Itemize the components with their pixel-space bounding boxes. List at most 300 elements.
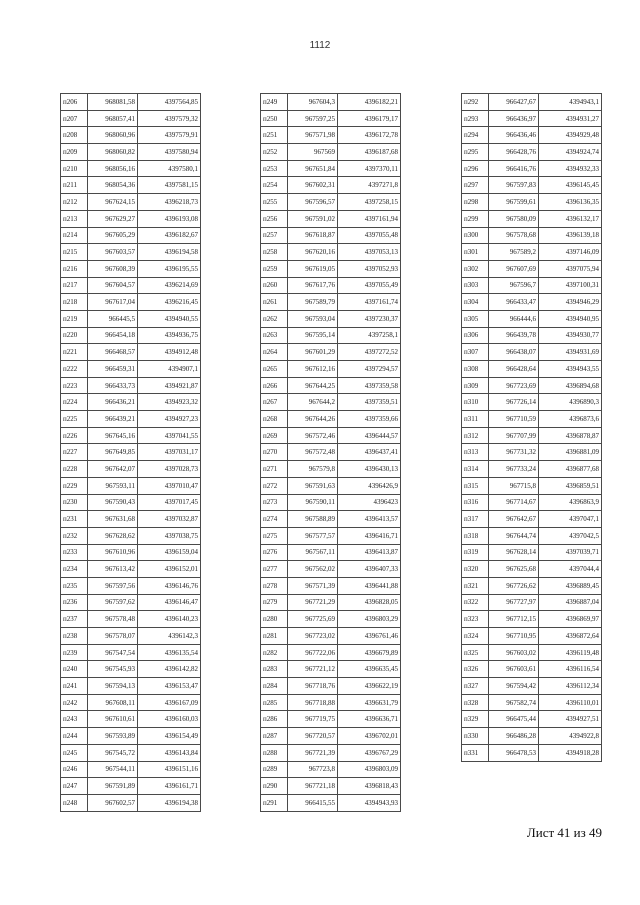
x-coordinate-cell: 967644,74 — [489, 527, 539, 544]
coordinates-table-1 — [60, 93, 201, 812]
table-row — [261, 310, 401, 327]
point-id-cell: п317 — [462, 511, 489, 528]
point-id-cell: п280 — [261, 611, 288, 628]
table-row — [462, 494, 602, 511]
y-coordinate-cell: 4394918,28 — [539, 744, 602, 761]
point-id-cell: п234 — [61, 561, 88, 578]
x-coordinate-cell: 967726,62 — [489, 577, 539, 594]
x-coordinate-cell: 967651,84 — [288, 160, 338, 177]
point-id-cell: п293 — [462, 110, 489, 127]
y-coordinate-cell: 4396182,67 — [138, 227, 201, 244]
x-coordinate-cell: 967577,57 — [288, 527, 338, 544]
table-row — [61, 194, 201, 211]
x-coordinate-cell: 967593,11 — [88, 477, 138, 494]
point-id-cell: п309 — [462, 377, 489, 394]
point-id-cell: п243 — [61, 711, 88, 728]
page-number: 1112 — [309, 40, 331, 51]
table-row — [462, 628, 602, 645]
x-coordinate-cell: 966444,6 — [489, 310, 539, 327]
x-coordinate-cell: 968081,58 — [88, 94, 138, 111]
x-coordinate-cell: 967597,62 — [88, 594, 138, 611]
table-row — [462, 527, 602, 544]
point-id-cell: п288 — [261, 744, 288, 761]
x-coordinate-cell: 968054,36 — [88, 177, 138, 194]
table-row — [261, 694, 401, 711]
x-coordinate-cell: 967733,24 — [489, 461, 539, 478]
coordinates-table-3 — [461, 93, 602, 762]
table-row — [261, 577, 401, 594]
y-coordinate-cell: 4396887,04 — [539, 594, 602, 611]
x-coordinate-cell: 968060,96 — [88, 127, 138, 144]
y-coordinate-cell: 4397370,11 — [338, 160, 401, 177]
y-coordinate-cell: 4396881,09 — [539, 444, 602, 461]
table-row — [462, 477, 602, 494]
y-coordinate-cell: 4396878,87 — [539, 427, 602, 444]
point-id-cell: п255 — [261, 194, 288, 211]
point-id-cell: п206 — [61, 94, 88, 111]
x-coordinate-cell: 966439,21 — [88, 411, 138, 428]
y-coordinate-cell: 4394943,55 — [539, 361, 602, 378]
x-coordinate-cell: 966459,31 — [88, 361, 138, 378]
table-row — [462, 127, 602, 144]
point-id-cell: п282 — [261, 644, 288, 661]
point-id-cell: п222 — [61, 361, 88, 378]
y-coordinate-cell: 4397580,1 — [138, 160, 201, 177]
x-coordinate-cell: 967599,61 — [489, 194, 539, 211]
table-row — [261, 511, 401, 528]
table-row — [61, 711, 201, 728]
point-id-cell: п229 — [61, 477, 88, 494]
x-coordinate-cell: 967571,39 — [288, 577, 338, 594]
table-row — [261, 744, 401, 761]
y-coordinate-cell: 4397359,58 — [338, 377, 401, 394]
point-id-cell: п213 — [61, 210, 88, 227]
table-row — [462, 444, 602, 461]
table-row — [61, 277, 201, 294]
table-row — [61, 377, 201, 394]
point-id-cell: п269 — [261, 427, 288, 444]
point-id-cell: п261 — [261, 294, 288, 311]
point-id-cell: п266 — [261, 377, 288, 394]
x-coordinate-cell: 967572,46 — [288, 427, 338, 444]
table-row — [261, 110, 401, 127]
y-coordinate-cell: 4396423 — [338, 494, 401, 511]
point-id-cell: п276 — [261, 544, 288, 561]
table-row — [61, 661, 201, 678]
x-coordinate-cell: 967715,8 — [489, 477, 539, 494]
y-coordinate-cell: 4396182,21 — [338, 94, 401, 111]
y-coordinate-cell: 4396214,69 — [138, 277, 201, 294]
x-coordinate-cell: 967723,8 — [288, 761, 338, 778]
table-row — [462, 577, 602, 594]
y-coordinate-cell: 4397359,66 — [338, 411, 401, 428]
point-id-cell: п286 — [261, 711, 288, 728]
table-row — [462, 244, 602, 261]
x-coordinate-cell: 967727,97 — [489, 594, 539, 611]
y-coordinate-cell: 4396139,18 — [539, 227, 602, 244]
table-row — [261, 728, 401, 745]
y-coordinate-cell: 4396136,35 — [539, 194, 602, 211]
x-coordinate-cell: 967712,15 — [489, 611, 539, 628]
table-row — [61, 477, 201, 494]
x-coordinate-cell: 967572,48 — [288, 444, 338, 461]
x-coordinate-cell: 967628,14 — [489, 544, 539, 561]
y-coordinate-cell: 4397100,31 — [539, 277, 602, 294]
y-coordinate-cell: 4394921,87 — [138, 377, 201, 394]
point-id-cell: п260 — [261, 277, 288, 294]
x-coordinate-cell: 967607,69 — [489, 260, 539, 277]
table-row — [261, 160, 401, 177]
x-coordinate-cell: 967719,75 — [288, 711, 338, 728]
point-id-cell: п216 — [61, 260, 88, 277]
x-coordinate-cell: 968057,41 — [88, 110, 138, 127]
x-coordinate-cell: 967608,11 — [88, 694, 138, 711]
point-id-cell: п210 — [61, 160, 88, 177]
y-coordinate-cell: 4396767,29 — [338, 744, 401, 761]
x-coordinate-cell: 966436,46 — [489, 127, 539, 144]
table-row — [462, 310, 602, 327]
point-id-cell: п239 — [61, 644, 88, 661]
x-coordinate-cell: 967591,89 — [88, 778, 138, 795]
point-id-cell: п320 — [462, 561, 489, 578]
point-id-cell: п312 — [462, 427, 489, 444]
x-coordinate-cell: 967625,68 — [489, 561, 539, 578]
x-coordinate-cell: 966427,67 — [489, 94, 539, 111]
table-row — [61, 628, 201, 645]
point-id-cell: п291 — [261, 794, 288, 811]
table-row — [462, 711, 602, 728]
y-coordinate-cell: 4394907,1 — [138, 361, 201, 378]
table-row — [462, 94, 602, 111]
sheet-footer: Лист 41 из 49 — [526, 825, 602, 840]
point-id-cell: п303 — [462, 277, 489, 294]
table-row — [61, 160, 201, 177]
y-coordinate-cell: 4396635,45 — [338, 661, 401, 678]
table-row — [261, 277, 401, 294]
table-row — [462, 511, 602, 528]
point-id-cell: п284 — [261, 678, 288, 695]
point-id-cell: п279 — [261, 594, 288, 611]
point-id-cell: п307 — [462, 344, 489, 361]
y-coordinate-cell: 4396143,84 — [138, 744, 201, 761]
y-coordinate-cell: 4396195,55 — [138, 260, 201, 277]
point-id-cell: п253 — [261, 160, 288, 177]
x-coordinate-cell: 967644,25 — [288, 377, 338, 394]
table-row — [61, 244, 201, 261]
x-coordinate-cell: 967714,67 — [489, 494, 539, 511]
table-row — [261, 377, 401, 394]
x-coordinate-cell: 967603,61 — [489, 661, 539, 678]
point-id-cell: п302 — [462, 260, 489, 277]
x-coordinate-cell: 967731,32 — [489, 444, 539, 461]
y-coordinate-cell: 4396441,88 — [338, 577, 401, 594]
y-coordinate-cell: 4396407,33 — [338, 561, 401, 578]
table-row — [261, 461, 401, 478]
point-id-cell: п296 — [462, 160, 489, 177]
y-coordinate-cell: 4396152,01 — [138, 561, 201, 578]
x-coordinate-cell: 967579,8 — [288, 461, 338, 478]
table-row — [61, 127, 201, 144]
x-coordinate-cell: 967602,57 — [88, 794, 138, 811]
point-id-cell: п319 — [462, 544, 489, 561]
table-row — [61, 110, 201, 127]
point-id-cell: п281 — [261, 628, 288, 645]
point-id-cell: п322 — [462, 594, 489, 611]
y-coordinate-cell: 4396116,54 — [539, 661, 602, 678]
point-id-cell: п233 — [61, 544, 88, 561]
y-coordinate-cell: 4397161,74 — [338, 294, 401, 311]
x-coordinate-cell: 967588,89 — [288, 511, 338, 528]
point-id-cell: п249 — [261, 94, 288, 111]
x-coordinate-cell: 967545,72 — [88, 744, 138, 761]
point-id-cell: п263 — [261, 327, 288, 344]
x-coordinate-cell: 967725,69 — [288, 611, 338, 628]
y-coordinate-cell: 4396818,43 — [338, 778, 401, 795]
y-coordinate-cell: 4394927,51 — [539, 711, 602, 728]
y-coordinate-cell: 4396179,17 — [338, 110, 401, 127]
table-row — [261, 394, 401, 411]
table-row — [261, 411, 401, 428]
x-coordinate-cell: 967610,61 — [88, 711, 138, 728]
table-row — [462, 661, 602, 678]
y-coordinate-cell: 4397581,15 — [138, 177, 201, 194]
y-coordinate-cell: 4396890,3 — [539, 394, 602, 411]
y-coordinate-cell: 4396803,29 — [338, 611, 401, 628]
y-coordinate-cell: 4396430,13 — [338, 461, 401, 478]
point-id-cell: п311 — [462, 411, 489, 428]
table-row — [261, 778, 401, 795]
point-id-cell: п259 — [261, 260, 288, 277]
x-coordinate-cell: 967590,11 — [288, 494, 338, 511]
point-id-cell: п224 — [61, 394, 88, 411]
table-row — [462, 594, 602, 611]
table-row — [61, 611, 201, 628]
y-coordinate-cell: 4396151,16 — [138, 761, 201, 778]
point-id-cell: п271 — [261, 461, 288, 478]
point-id-cell: п270 — [261, 444, 288, 461]
point-id-cell: п248 — [61, 794, 88, 811]
x-coordinate-cell: 967603,02 — [489, 644, 539, 661]
x-coordinate-cell: 966486,28 — [489, 728, 539, 745]
x-coordinate-cell: 967578,68 — [489, 227, 539, 244]
table-row — [61, 394, 201, 411]
table-row — [261, 644, 401, 661]
x-coordinate-cell: 967603,57 — [88, 244, 138, 261]
y-coordinate-cell: 4396636,71 — [338, 711, 401, 728]
table-row — [261, 294, 401, 311]
table-row — [61, 361, 201, 378]
y-coordinate-cell: 4397017,45 — [138, 494, 201, 511]
y-coordinate-cell: 4396622,19 — [338, 678, 401, 695]
y-coordinate-cell: 4394912,48 — [138, 344, 201, 361]
y-coordinate-cell: 4396828,05 — [338, 594, 401, 611]
y-coordinate-cell: 4396172,78 — [338, 127, 401, 144]
table-row — [61, 694, 201, 711]
point-id-cell: п318 — [462, 527, 489, 544]
y-coordinate-cell: 4394924,74 — [539, 144, 602, 161]
table-row — [462, 561, 602, 578]
y-coordinate-cell: 4396877,68 — [539, 461, 602, 478]
point-id-cell: п289 — [261, 761, 288, 778]
table-row — [261, 327, 401, 344]
table-row — [61, 310, 201, 327]
x-coordinate-cell: 967710,59 — [489, 411, 539, 428]
y-coordinate-cell: 4396194,58 — [138, 244, 201, 261]
x-coordinate-cell: 967644,26 — [288, 411, 338, 428]
y-coordinate-cell: 4396132,17 — [539, 210, 602, 227]
x-coordinate-cell: 967619,05 — [288, 260, 338, 277]
y-coordinate-cell: 4397230,37 — [338, 310, 401, 327]
table-row — [462, 177, 602, 194]
table-row — [61, 294, 201, 311]
y-coordinate-cell: 4396142,82 — [138, 661, 201, 678]
y-coordinate-cell: 4396160,03 — [138, 711, 201, 728]
point-id-cell: п225 — [61, 411, 88, 428]
y-coordinate-cell: 4397258,15 — [338, 194, 401, 211]
x-coordinate-cell: 966433,73 — [88, 377, 138, 394]
table-row — [261, 144, 401, 161]
point-id-cell: п331 — [462, 744, 489, 761]
table-row — [61, 678, 201, 695]
x-coordinate-cell: 967567,11 — [288, 544, 338, 561]
point-id-cell: п235 — [61, 577, 88, 594]
x-coordinate-cell: 967601,29 — [288, 344, 338, 361]
y-coordinate-cell: 4394927,23 — [138, 411, 201, 428]
x-coordinate-cell: 967723,69 — [489, 377, 539, 394]
y-coordinate-cell: 4396444,57 — [338, 427, 401, 444]
point-id-cell: п278 — [261, 577, 288, 594]
table-row — [61, 527, 201, 544]
y-coordinate-cell: 4397055,49 — [338, 277, 401, 294]
x-coordinate-cell: 967597,83 — [489, 177, 539, 194]
y-coordinate-cell: 4396216,45 — [138, 294, 201, 311]
table-row — [462, 210, 602, 227]
point-id-cell: п315 — [462, 477, 489, 494]
y-coordinate-cell: 4396194,38 — [138, 794, 201, 811]
point-id-cell: п313 — [462, 444, 489, 461]
table-row — [261, 244, 401, 261]
table-row — [261, 477, 401, 494]
point-id-cell: п212 — [61, 194, 88, 211]
table-row — [61, 594, 201, 611]
point-id-cell: п207 — [61, 110, 88, 127]
table-row — [61, 744, 201, 761]
table-row — [261, 761, 401, 778]
table-row — [462, 260, 602, 277]
point-id-cell: п218 — [61, 294, 88, 311]
y-coordinate-cell: 4397359,51 — [338, 394, 401, 411]
point-id-cell: п211 — [61, 177, 88, 194]
table-row — [462, 294, 602, 311]
table-row — [462, 728, 602, 745]
x-coordinate-cell: 967629,27 — [88, 210, 138, 227]
y-coordinate-cell: 4394932,33 — [539, 160, 602, 177]
point-id-cell: п265 — [261, 361, 288, 378]
y-coordinate-cell: 4397052,93 — [338, 260, 401, 277]
table-row — [462, 277, 602, 294]
table-row — [462, 194, 602, 211]
table-row — [462, 411, 602, 428]
x-coordinate-cell: 966454,18 — [88, 327, 138, 344]
table-row — [261, 494, 401, 511]
point-id-cell: п221 — [61, 344, 88, 361]
point-id-cell: п252 — [261, 144, 288, 161]
point-id-cell: п258 — [261, 244, 288, 261]
x-coordinate-cell: 967649,85 — [88, 444, 138, 461]
point-id-cell: п326 — [462, 661, 489, 678]
table-row — [462, 110, 602, 127]
y-coordinate-cell: 4394946,29 — [539, 294, 602, 311]
x-coordinate-cell: 967547,54 — [88, 644, 138, 661]
table-row — [61, 210, 201, 227]
table-row — [61, 577, 201, 594]
y-coordinate-cell: 4394940,55 — [138, 310, 201, 327]
x-coordinate-cell: 967562,02 — [288, 561, 338, 578]
point-id-cell: п232 — [61, 527, 88, 544]
y-coordinate-cell: 4394931,69 — [539, 344, 602, 361]
y-coordinate-cell: 4396416,71 — [338, 527, 401, 544]
table-row — [261, 794, 401, 811]
point-id-cell: п238 — [61, 628, 88, 645]
table-row — [61, 411, 201, 428]
x-coordinate-cell: 966428,64 — [489, 361, 539, 378]
point-id-cell: п242 — [61, 694, 88, 711]
x-coordinate-cell: 966468,57 — [88, 344, 138, 361]
table-row — [61, 494, 201, 511]
y-coordinate-cell: 4396140,23 — [138, 611, 201, 628]
point-id-cell: п267 — [261, 394, 288, 411]
x-coordinate-cell: 967597,56 — [88, 577, 138, 594]
table-row — [261, 611, 401, 628]
x-coordinate-cell: 967569 — [288, 144, 338, 161]
y-coordinate-cell: 4396159,04 — [138, 544, 201, 561]
point-id-cell: п245 — [61, 744, 88, 761]
point-id-cell: п283 — [261, 661, 288, 678]
table-row — [61, 427, 201, 444]
x-coordinate-cell: 967721,39 — [288, 744, 338, 761]
table-row — [462, 544, 602, 561]
point-id-cell: п328 — [462, 694, 489, 711]
y-coordinate-cell: 4396803,09 — [338, 761, 401, 778]
table-row — [61, 644, 201, 661]
point-id-cell: п273 — [261, 494, 288, 511]
table-row — [261, 544, 401, 561]
y-coordinate-cell: 4397294,57 — [338, 361, 401, 378]
point-id-cell: п323 — [462, 611, 489, 628]
point-id-cell: п254 — [261, 177, 288, 194]
point-id-cell: п219 — [61, 310, 88, 327]
x-coordinate-cell: 967593,89 — [88, 728, 138, 745]
y-coordinate-cell: 4396110,01 — [539, 694, 602, 711]
point-id-cell: п329 — [462, 711, 489, 728]
y-coordinate-cell: 4397055,48 — [338, 227, 401, 244]
y-coordinate-cell: 4396631,79 — [338, 694, 401, 711]
point-id-cell: п247 — [61, 778, 88, 795]
x-coordinate-cell: 967718,76 — [288, 678, 338, 695]
y-coordinate-cell: 4396761,46 — [338, 628, 401, 645]
y-coordinate-cell: 4396167,09 — [138, 694, 201, 711]
x-coordinate-cell: 967710,95 — [489, 628, 539, 645]
y-coordinate-cell: 4396112,34 — [539, 678, 602, 695]
x-coordinate-cell: 967571,98 — [288, 127, 338, 144]
point-id-cell: п240 — [61, 661, 88, 678]
point-id-cell: п231 — [61, 511, 88, 528]
coordinates-table-2 — [260, 93, 401, 812]
point-id-cell: п262 — [261, 310, 288, 327]
point-id-cell: п250 — [261, 110, 288, 127]
x-coordinate-cell: 967593,04 — [288, 310, 338, 327]
x-coordinate-cell: 967594,13 — [88, 678, 138, 695]
